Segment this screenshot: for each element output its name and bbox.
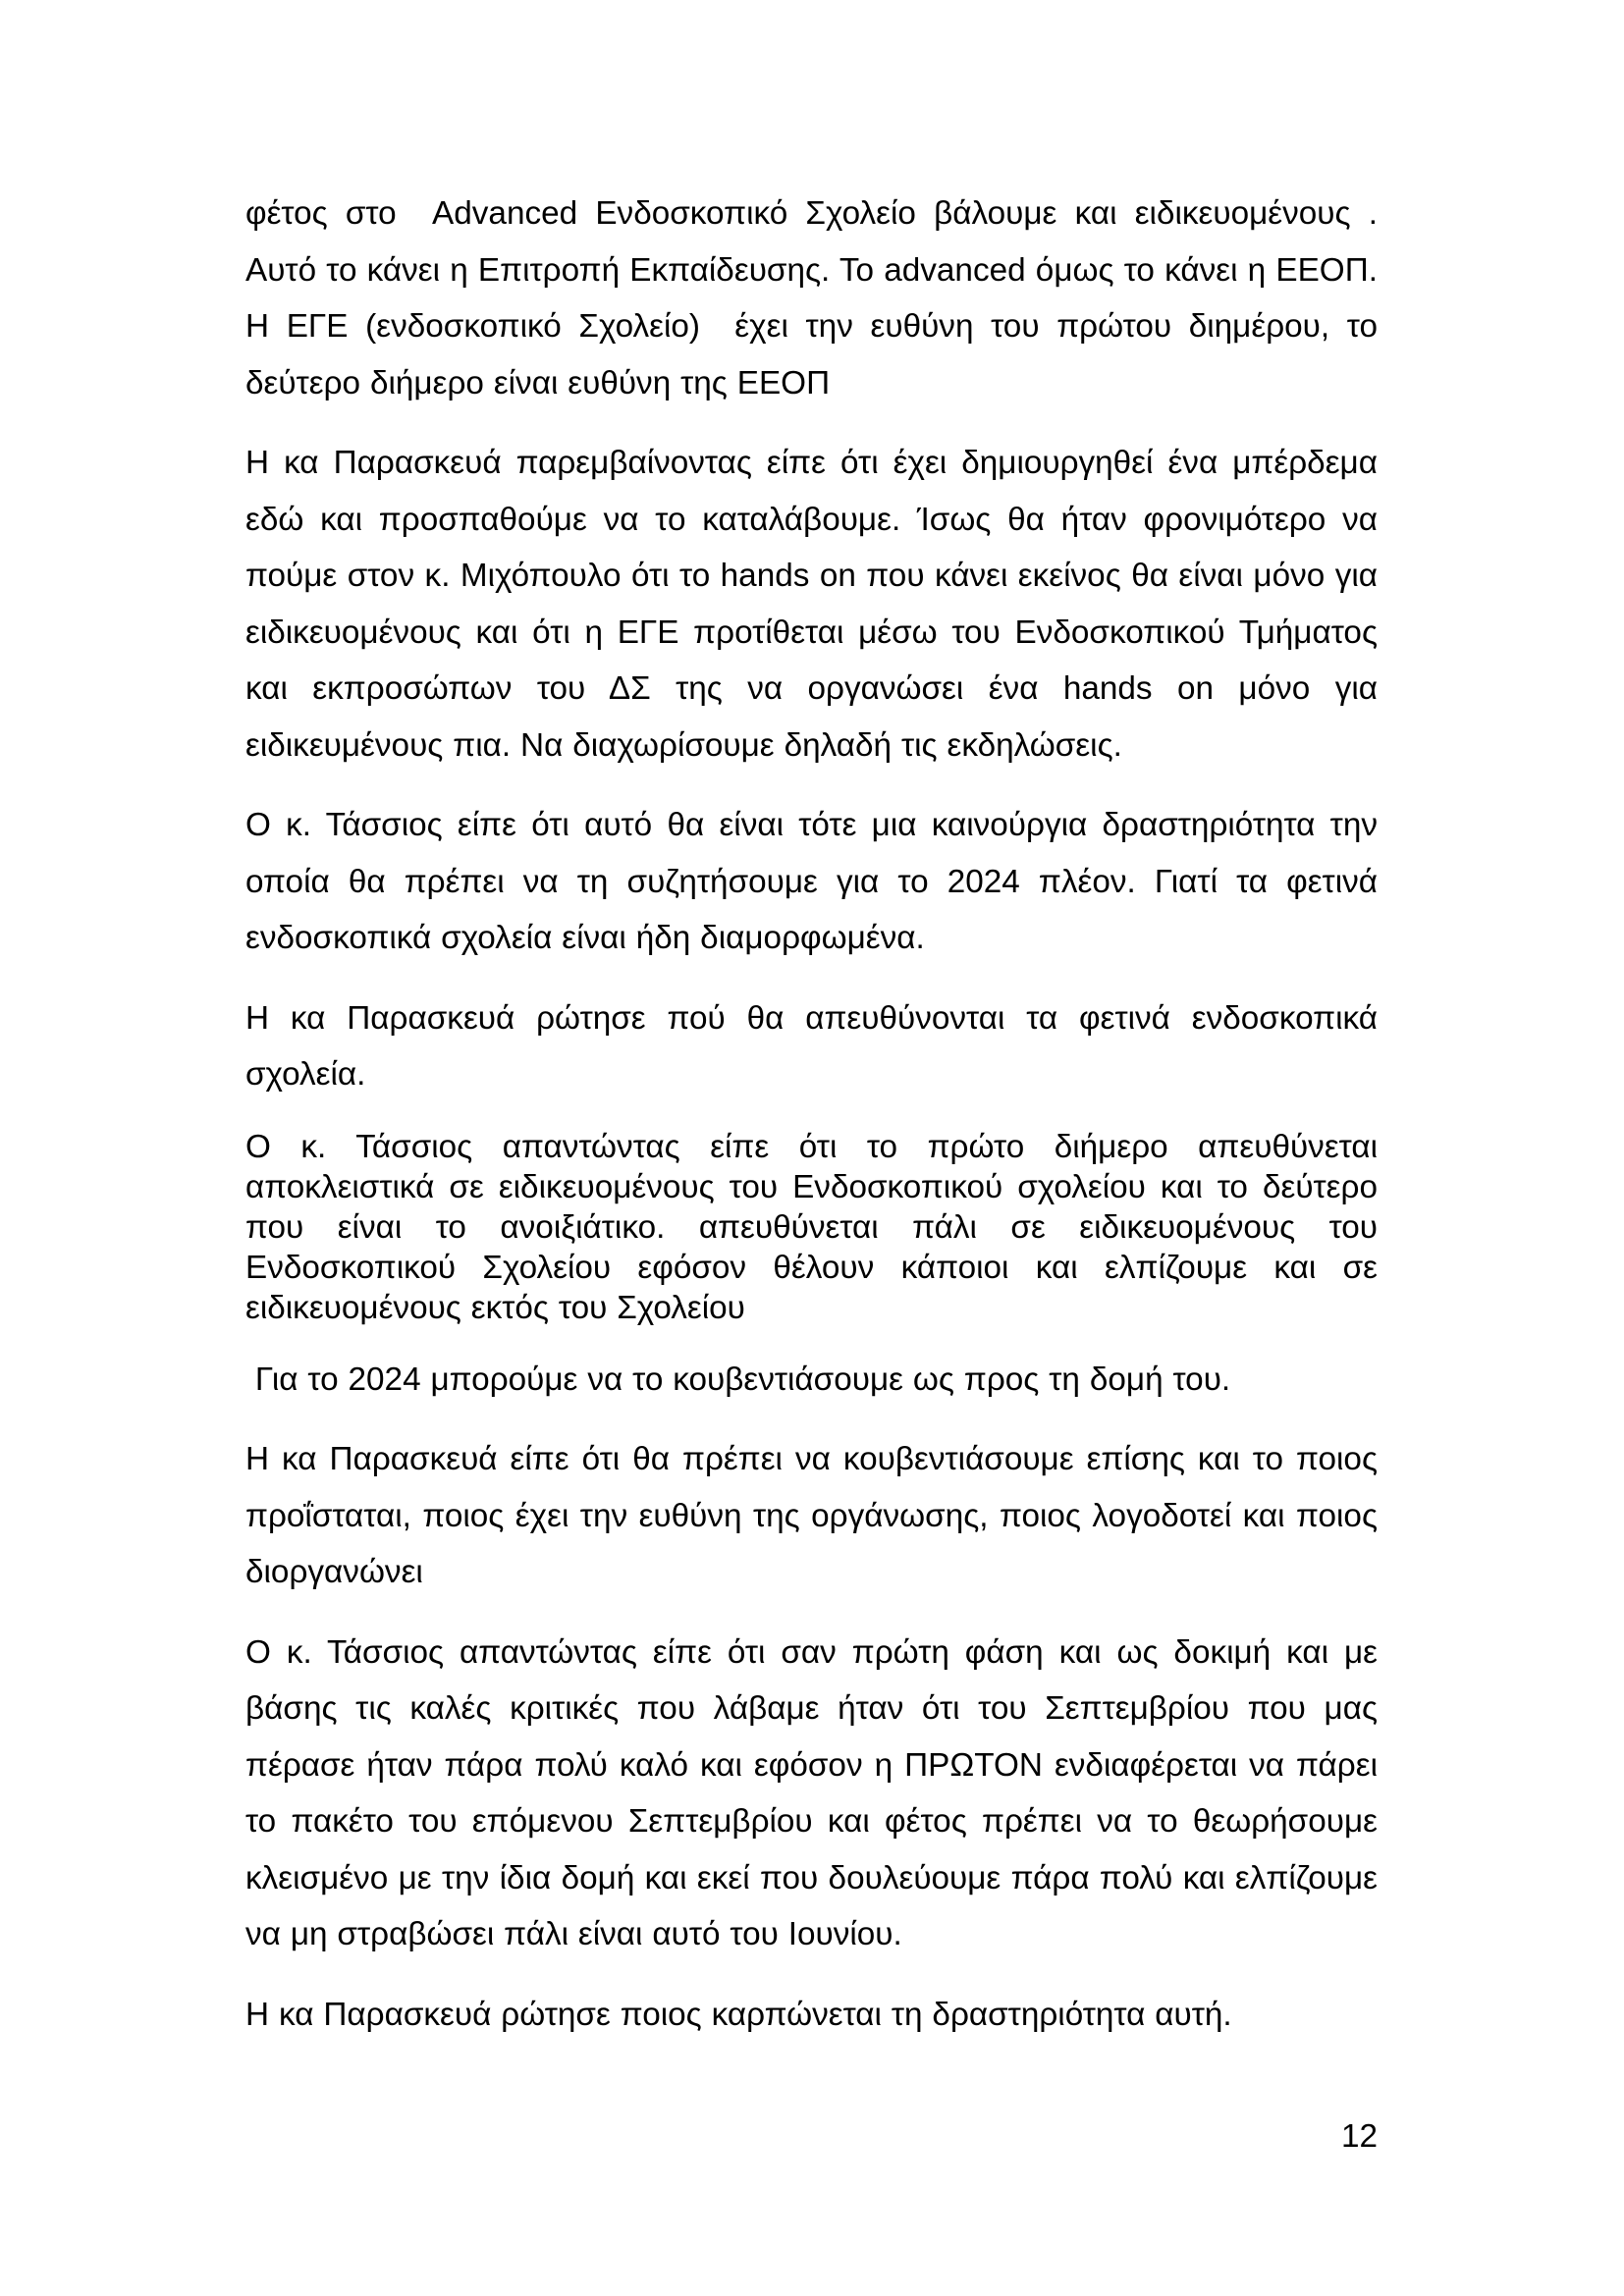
paragraph: Η κα Παρασκευά ρώτησε πού θα απευθύνονται τα φετινά ενδοσκοπικά σχολεία. — [245, 999, 1387, 1093]
paragraph: φέτος στο Advanced Ενδοσκοπικό Σχολείο βάλουμε και ειδικευομένους . Αυτό το κάνει η Επιτροπή Εκπαίδευσης. Το advanced όμως το κάνει η ΕΕΟΠ. Η ΕΓΕ (ενδοσκοπικό Σχολείο) έχει την ευθύνη του πρώτου διημέρου, το δεύτερο διήμερο είναι ευθύνη της ΕΕΟΠ — [245, 195, 1387, 401]
paragraph: Η κα Παρασκευά είπε ότι θα πρέπει να κουβεντιάσουμε επίσης και το ποιος προΐσταται, ποιος έχει την ευθύνη της οργάνωσης, ποιος λογοδοτεί και ποιος διοργανώνει — [245, 1441, 1387, 1590]
paragraph: Η κα Παρασκευά ρώτησε ποιος καρπώνεται τη δραστηριότητα αυτή. — [245, 1996, 1232, 2033]
paragraph: Ο κ. Τάσσιος απαντώντας είπε ότι το πρώτο διήμερο απευθύνεται αποκλειστικά σε ειδικευομένους του Ενδοσκοπικού σχολείου και το δεύτερο που είναι το ανοιξιάτικο. απευθύνεται πάλι σε ειδικευομένους του Ενδοσκοπικού Σχολείου εφόσον θέλουν κάποιοι και ελπίζουμε και σε ειδικευομένους εκτός του Σχολείου — [245, 1128, 1387, 1326]
paragraph: Η κα Παρασκευά παρεμβαίνοντας είπε ότι έχει δημιουργηθεί ένα μπέρδεμα εδώ και προσπαθούμε να το καταλάβουμε. Ίσως θα ήταν φρονιμότερο να πούμε στον κ. Μιχόπουλο ότι το hands on που κάνει εκείνος θα είναι μόνο για ειδικευομένους και ότι η ΕΓΕ προτίθεται μέσω του Ενδοσκοπικού Τμήματος και εκπροσώπων του ΔΣ της να οργανώσει ένα hands on μόνο για ειδικευμένους πια. Να διαχωρίσουμε δηλαδή τις εκδηλώσεις. — [245, 445, 1387, 764]
paragraph: Για το 2024 μπορούμε να το κουβεντιάσουμε ως προς τη δομή του. — [245, 1361, 1231, 1398]
page-number: 12 — [1340, 2118, 1378, 2155]
paragraph: Ο κ. Τάσσιος είπε ότι αυτό θα είναι τότε μια καινούργια δραστηριότητα την οποία θα πρέπει να τη συζητήσουμε για το 2024 πλέον. Γιατί τα φετινά ενδοσκοπικά σχολεία είναι ήδη διαμορφωμένα. — [245, 807, 1387, 956]
text-body — [245, 186, 1387, 2066]
paragraph: Ο κ. Τάσσιος απαντώντας είπε ότι σαν πρώτη φάση και ως δοκιμή και με βάσης τις καλές κριτικές που λάβαμε ήταν ότι του Σεπτεμβρίου που μας πέρασε ήταν πάρα πολύ καλό και εφόσον η ΠΡΩΤΟΝ ενδιαφέρεται να πάρει το πακέτο του επόμενου Σεπτεμβρίου και φέτος πρέπει να το θεωρήσουμε κλεισμένο με την ίδια δομή και εκεί που δουλεύουμε πάρα πολύ και ελπίζουμε να μη στραβώσει πάλι είναι αυτό του Ιουνίου. — [245, 1633, 1387, 1952]
